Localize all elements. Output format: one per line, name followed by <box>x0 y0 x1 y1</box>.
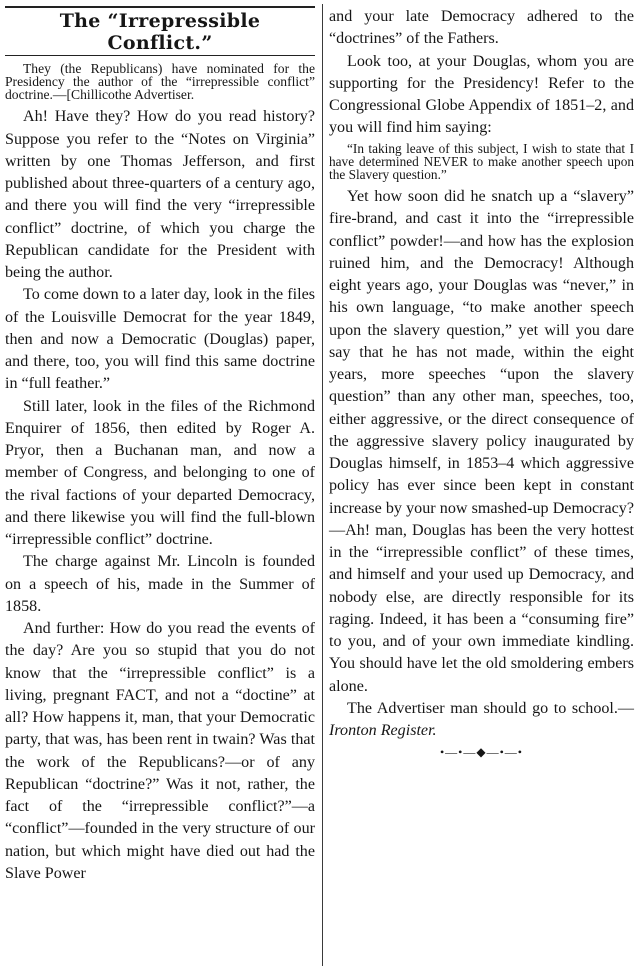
headline-box <box>5 6 315 56</box>
paragraph-lincoln-charge: The charge against Mr. Lincoln is founded on a speech of his, made in the Summer of 1858. <box>5 553 315 615</box>
paragraph-history: Ah! Have they? How do you read history? Suppose you refer to the “Notes on Virginia” written by one Thomas Jefferson, and first published about three-quarters of a century ago, and there you will find the very “irrepressible conflict” doctrine, of which you charge the Republican candidate for the President with being the author. <box>5 108 315 282</box>
conclusion-text: The Advertiser man should go to school.— <box>347 699 634 717</box>
epigraph: They (the Republicans) have nominated for the Presidency the author of the “irrepressible conflict” doctrine.—[Chillicothe Advertiser. <box>5 61 315 103</box>
end-ornament: •—•—◆—•—• <box>439 745 524 760</box>
paragraph-douglas: Look too, at your Douglas, whom you are supporting for the Presidency! Refer to the Congressional Globe Appendix of 1851–2, and you will find him saying: <box>329 52 634 137</box>
douglas-quote: “In taking leave of this subject, I wish to state that I have determined NEVER to make another speech upon the Slavery question.” <box>329 140 634 182</box>
left-column <box>5 6 315 885</box>
paragraph-firebrand: Yet how soon did he snatch up a “slavery” fire-brand, and cast it into the “irrepressible conflict” powder!—and how has the explosion ruined him, and the Democracy! Although eight years ago, your Douglas was “never,” in his own language, “to make another speech upon the slavery question,” yet will you dare say that he has not made, within the eight years, more speeches “upon the slavery question” than any other man, speeches, too, either aggressive, or the direct consequence of the aggressive slavery policy inaugurated by Douglas himself, in 1853–4 which aggressive policy has ever since been kept in constant increase by your now smashed-up Democracy?—Ah! man, Douglas has been the very hottest in the “irrepressible conflict” of these times, and himself and your used up Democracy, and nobody else, are directly responsible for its raging. Indeed, it has been a “consuming fire” to you, and of your own immediate kindling. You should have let the old smoldering embers alone. <box>329 188 634 695</box>
paragraph-richmond: Still later, look in the files of the Richmond Enquirer of 1856, then edited by Roger A. Pryor, then a Buchanan man, and now a member of Congress, and belonging to one of the rival factions of your departed Democracy, and there likewise you will find the full-blown “irrepressible conflict” doctrine. <box>5 397 315 549</box>
paragraph-louisville: To come down to a later day, look in the files of the Louisville Democrat for the year 1849, then and now a Democratic (Douglas) paper, and there, too, you will find this same doctrine in “full feather.” <box>5 286 315 393</box>
paragraph-continued: and your late Democracy adhered to the “doctrines” of the Fathers. <box>329 8 634 48</box>
column-rule <box>322 4 323 966</box>
article-title: The “Irrepressible Conflict.” <box>59 10 261 54</box>
paragraph-conclusion <box>329 698 634 743</box>
right-column <box>329 6 634 758</box>
signature: Ironton Register. <box>329 722 437 740</box>
paragraph-events: And further: How do you read the events of the day? Are you so stupid that you do not know that the “irrepressible conflict” is a living, pregnant FACT, and not a “doctine” at all? How happens it, man, that your Democratic party, that was, has been rent in twain? Was that the work of the Republicans?—or of any Republican “doctrine?” Was it not, rather, the fact of the “irrepressible conflict?”—a “conflict”—founded in the very structure of our nation, but which might have died out had the Slave Power <box>5 620 315 882</box>
